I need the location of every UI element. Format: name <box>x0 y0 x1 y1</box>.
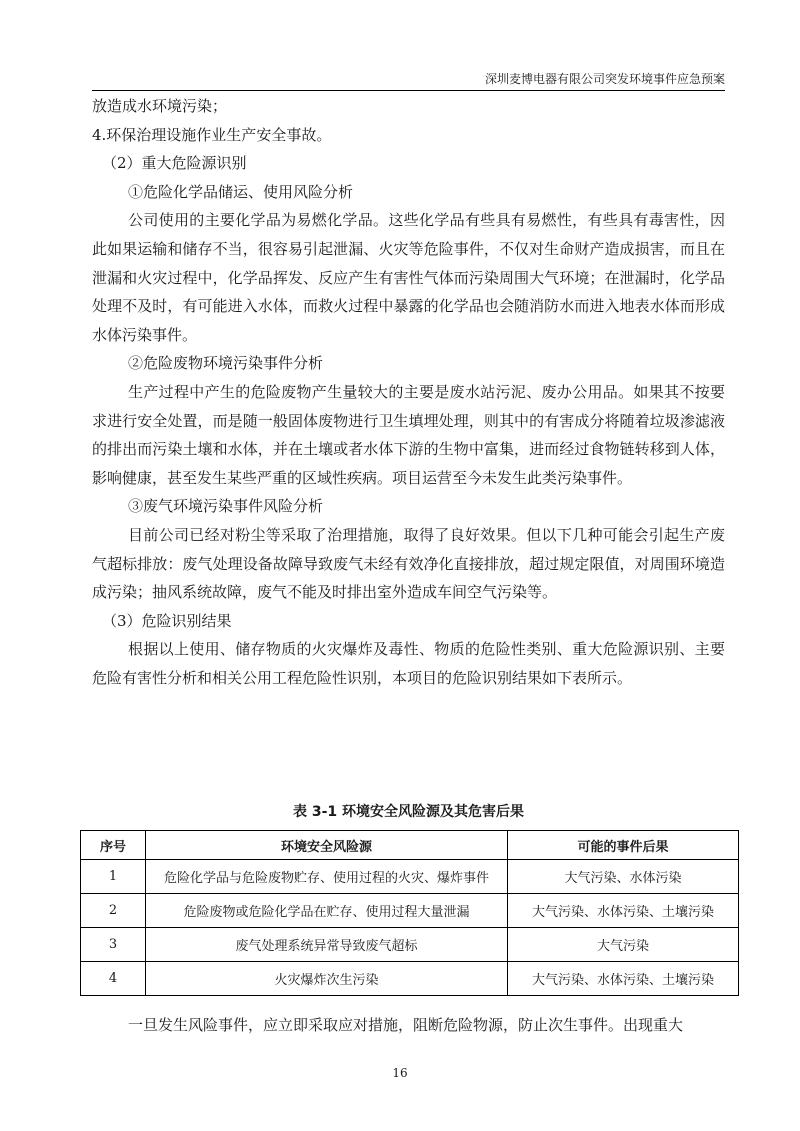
table-row <box>81 962 739 996</box>
table-cell-consequence: 大气污染、水体污染、土壤污染 <box>508 894 739 928</box>
paragraph-identification-result: 根据以上使用、储存物质的火灾爆炸及毒性、物质的危险性类别、重大危险源识别、主要危险有害性分析和相关公用工程危险性识别，本项目的危险识别结果如下表所示。 <box>92 640 725 687</box>
list-item-4: 4.环保治理设施作业生产安全事故。 <box>92 125 332 144</box>
paragraph-chemicals: 公司使用的主要化学品为易燃化学品。这些化学品有些具有易燃性，有些具有毒害性，因此如果运输和储存不当，很容易引起泄漏、火灾等危险事件，不仅对生命财产造成损害，而且在泄漏和火灾过程中，化学品挥发、反应产生有害性气体而污染周围大气环境；在泄漏时，化学品处理不及时，有可能进入水体，而救火过程中暴露的化学品也会随消防水而进入地表水体而形成水体污染事件。 <box>92 211 725 344</box>
subsection-title-chemicals: ①危险化学品储运、使用风险分析 <box>128 182 354 201</box>
paragraph-after-table: 一旦发生风险事件，应立即采取应对措施，阻断危险物源，防止次生事件。出现重大 <box>128 1016 684 1034</box>
section-heading-identification-result: （3）危险识别结果 <box>102 611 232 630</box>
table-cell-risk-source: 火灾爆炸次生污染 <box>146 962 508 996</box>
table-cell-risk-source: 危险废物或危险化学品在贮存、使用过程大量泄漏 <box>146 894 508 928</box>
table-cell-number: 2 <box>81 894 146 928</box>
table-row <box>81 860 739 894</box>
column-header-number: 序号 <box>81 831 146 860</box>
table-header-row <box>81 831 739 860</box>
table-cell-number: 1 <box>81 860 146 894</box>
table-cell-consequence: 大气污染、水体污染 <box>508 860 739 894</box>
table-row <box>81 928 739 962</box>
table-cell-number: 4 <box>81 962 146 996</box>
table-title: 表 3-1 环境安全风险源及其危害后果 <box>292 804 525 820</box>
table-cell-consequence: 大气污染、水体污染、土壤污染 <box>508 962 739 996</box>
table-cell-risk-source: 废气处理系统异常导致废气超标 <box>146 928 508 962</box>
paragraph-continuation: 放造成水环境污染； <box>92 97 228 115</box>
column-header-risk-source: 环境安全风险源 <box>146 831 508 860</box>
column-header-consequence: 可能的事件后果 <box>508 831 739 860</box>
page-header: 深圳麦博电器有限公司突发环境事件应急预案 <box>92 71 725 91</box>
table-cell-consequence: 大气污染 <box>508 928 739 962</box>
body-text <box>92 92 725 692</box>
risk-table <box>80 830 739 996</box>
paragraph-hazardous-waste: 生产过程中产生的危险废物产生量较大的主要是废水站污泥、废办公用品。如果其不按要求进行安全处置，而是随一般固体废物进行卫生填埋处理，则其中的有害成分将随着垃圾渗滤液的排出而污染土壤和水体，并在土壤或者水体下游的生物中富集，进而经过食物链转移到人体，影响健康，甚至发生某些严重的区域性疾病。项目运营至今未发生此类污染事件。 <box>92 382 725 487</box>
subsection-title-exhaust-gas: ③废气环境污染事件风险分析 <box>128 497 324 516</box>
section-heading-hazard-identification: （2）重大危险源识别 <box>102 154 247 173</box>
paragraph-exhaust-gas: 目前公司已经对粉尘等采取了治理措施，取得了良好效果。但以下几种可能会引起生产废气超标排放：废气处理设备故障导致废气未经有效净化直接排放，超过规定限值，对周围环境造成污染；抽风系统故障，废气不能及时排出室外造成车间空气污染等。 <box>92 525 725 602</box>
page-number: 16 <box>392 1066 408 1080</box>
table-cell-number: 3 <box>81 928 146 962</box>
subsection-title-hazardous-waste: ②危险废物环境污染事件分析 <box>128 354 324 373</box>
table-row <box>81 894 739 928</box>
table-cell-risk-source: 危险化学品与危险废物贮存、使用过程的火灾、爆炸事件 <box>146 860 508 894</box>
